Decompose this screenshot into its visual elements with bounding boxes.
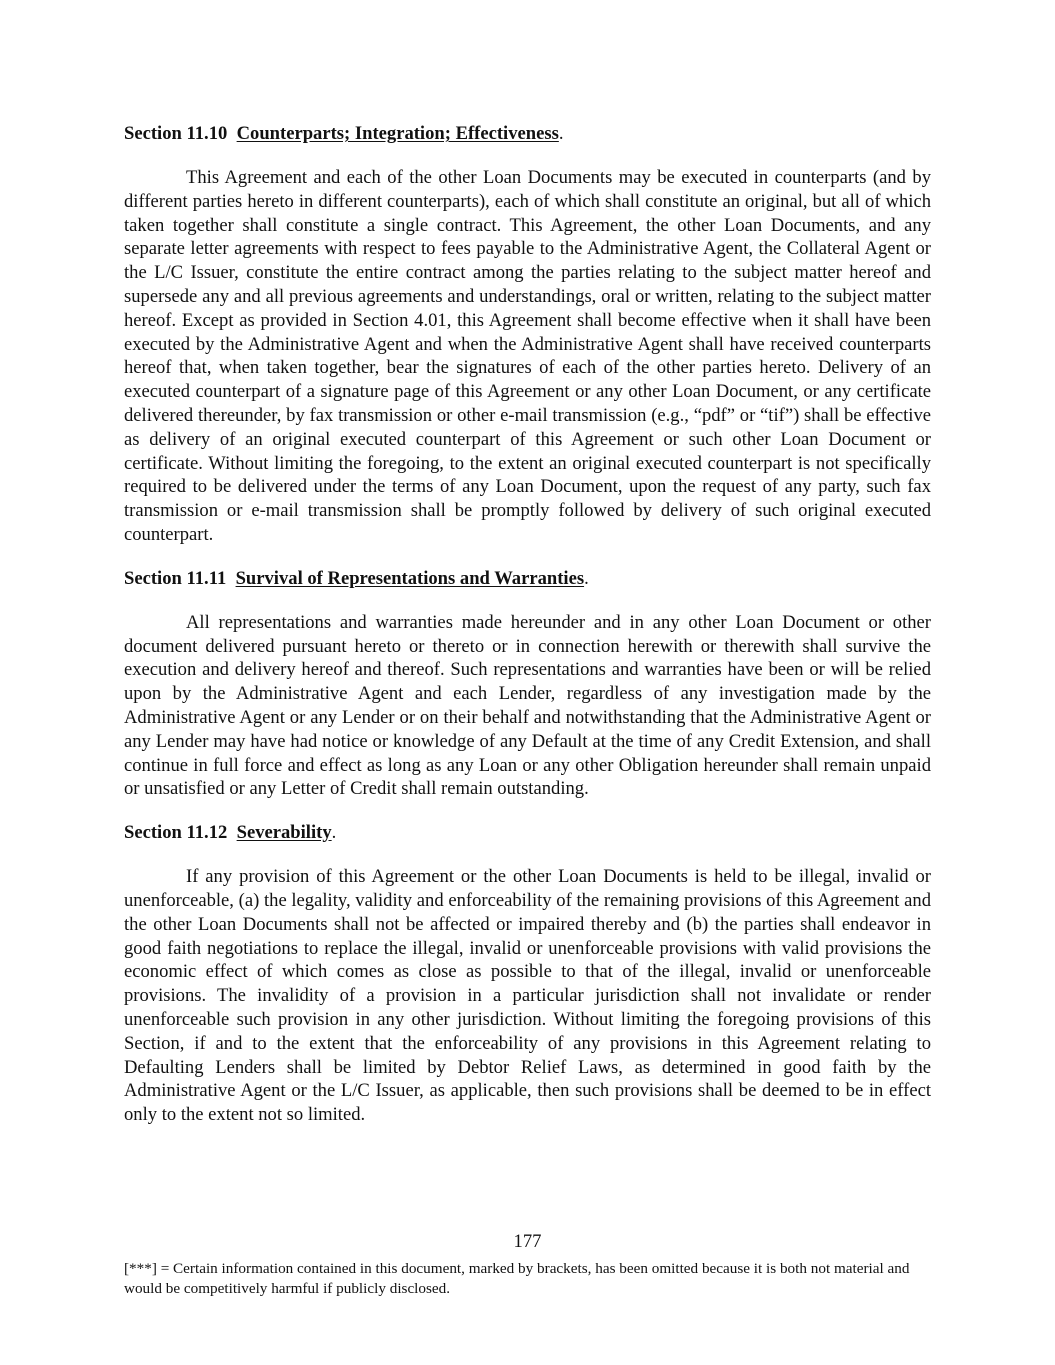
section-title-period: .	[558, 123, 564, 144]
document-body	[124, 122, 931, 1147]
section-title: Counterparts; Integration; Effectiveness	[236, 123, 559, 144]
section-heading	[124, 122, 931, 146]
section-number: Section 11.10	[124, 123, 228, 144]
section-11-10	[124, 122, 931, 547]
section-heading	[124, 567, 931, 591]
section-heading	[124, 821, 931, 845]
page-number: 177	[513, 1231, 542, 1252]
section-number: Section 11.12	[124, 822, 228, 844]
section-title-period: .	[331, 822, 337, 844]
section-number: Section 11.11	[124, 567, 227, 589]
section-11-11	[124, 567, 931, 801]
section-11-12	[124, 821, 931, 1127]
section-title-period: .	[584, 567, 589, 589]
section-paragraph: If any provision of this Agreement or the other Loan Documents is held to be illegal, invalid or unenforceable, (a) the legality, validity and enforceability of the remaining provisions of this Agreement and the other Loan Documents shall not be affected or impaired thereby and (b) the parties shall endeavor in good faith negotiations to replace the illegal, invalid or unenforceable provisions with valid provisions the economic effect of which comes as close as possible to that of the illegal, invalid or unenforceable provisions. The invalidity of a provision in a particular jurisdiction shall not invalidate or render unenforceable such provision in any other jurisdiction. Without limiting the foregoing provisions of this Section, if and to the extent that the enforceability of any provisions in this Agreement relating to Defaulting Lenders shall be limited by Debtor Relief Laws, as determined in good faith by the Administrative Agent or the L/C Issuer, as applicable, then such provisions shall be deemed to be in effect only to the extent not so limited.	[124, 866, 931, 1126]
section-paragraph: This Agreement and each of the other Loan Documents may be executed in counterparts (and by different parties hereto in different counterparts), each of which shall constitute an original, but all of which taken together shall constitute a single contract. This Agreement, the other Loan Documents, and any separate letter agreements with respect to fees payable to the Administrative Agent, the Collateral Agent or the L/C Issuer, constitute the entire contract among the parties relating to the subject matter hereof and supersede any and all previous agreements and understandings, oral or written, relating to the subject matter hereof. Except as provided in Section 4.01, this Agreement shall become effective when it shall have been executed by the Administrative Agent and when the Administrative Agent shall have received counterparts hereof that, when taken together, bear the signatures of each of the other parties hereto. Delivery of an executed counterpart of a signature page of this Agreement or any other Loan Document, or any certificate delivered thereunder, by fax transmission or other e-mail transmission (e.g., “pdf” or “tif”) shall be effective as delivery of an original executed counterpart of this Agreement or such other Loan Document or certificate. Without limiting the foregoing, to the extent an original executed counterpart is not specifically required to be delivered under the terms of any Loan Document, upon the request of any party, such fax transmission or e-mail transmission shall be promptly followed by delivery of such original executed counterpart.	[124, 167, 931, 545]
section-paragraph: All representations and warranties made hereunder and in any other Loan Document or other document delivered pursuant hereto or thereto or in connection herewith or therewith shall survive the execution and delivery hereof and thereof. Such representations and warranties have been or will be relied upon by the Administrative Agent and each Lender, regardless of any investigation made by the Administrative Agent or any Lender or on their behalf and notwithstanding that the Administrative Agent or any Lender may have had notice or knowledge of any Default at the time of any Credit Extension, and shall continue in full force and effect as long as any Loan or any other Obligation hereunder shall remain unpaid or unsatisfied or any Letter of Credit shall remain outstanding.	[124, 611, 931, 800]
section-title: Severability	[236, 822, 332, 844]
confidentiality-footnote: [***] = Certain information contained in this document, marked by brackets, has been omitted because it is both not material and would be competitively harmful if publicly disclosed.	[124, 1260, 910, 1297]
section-title: Survival of Representations and Warranties	[235, 567, 585, 589]
